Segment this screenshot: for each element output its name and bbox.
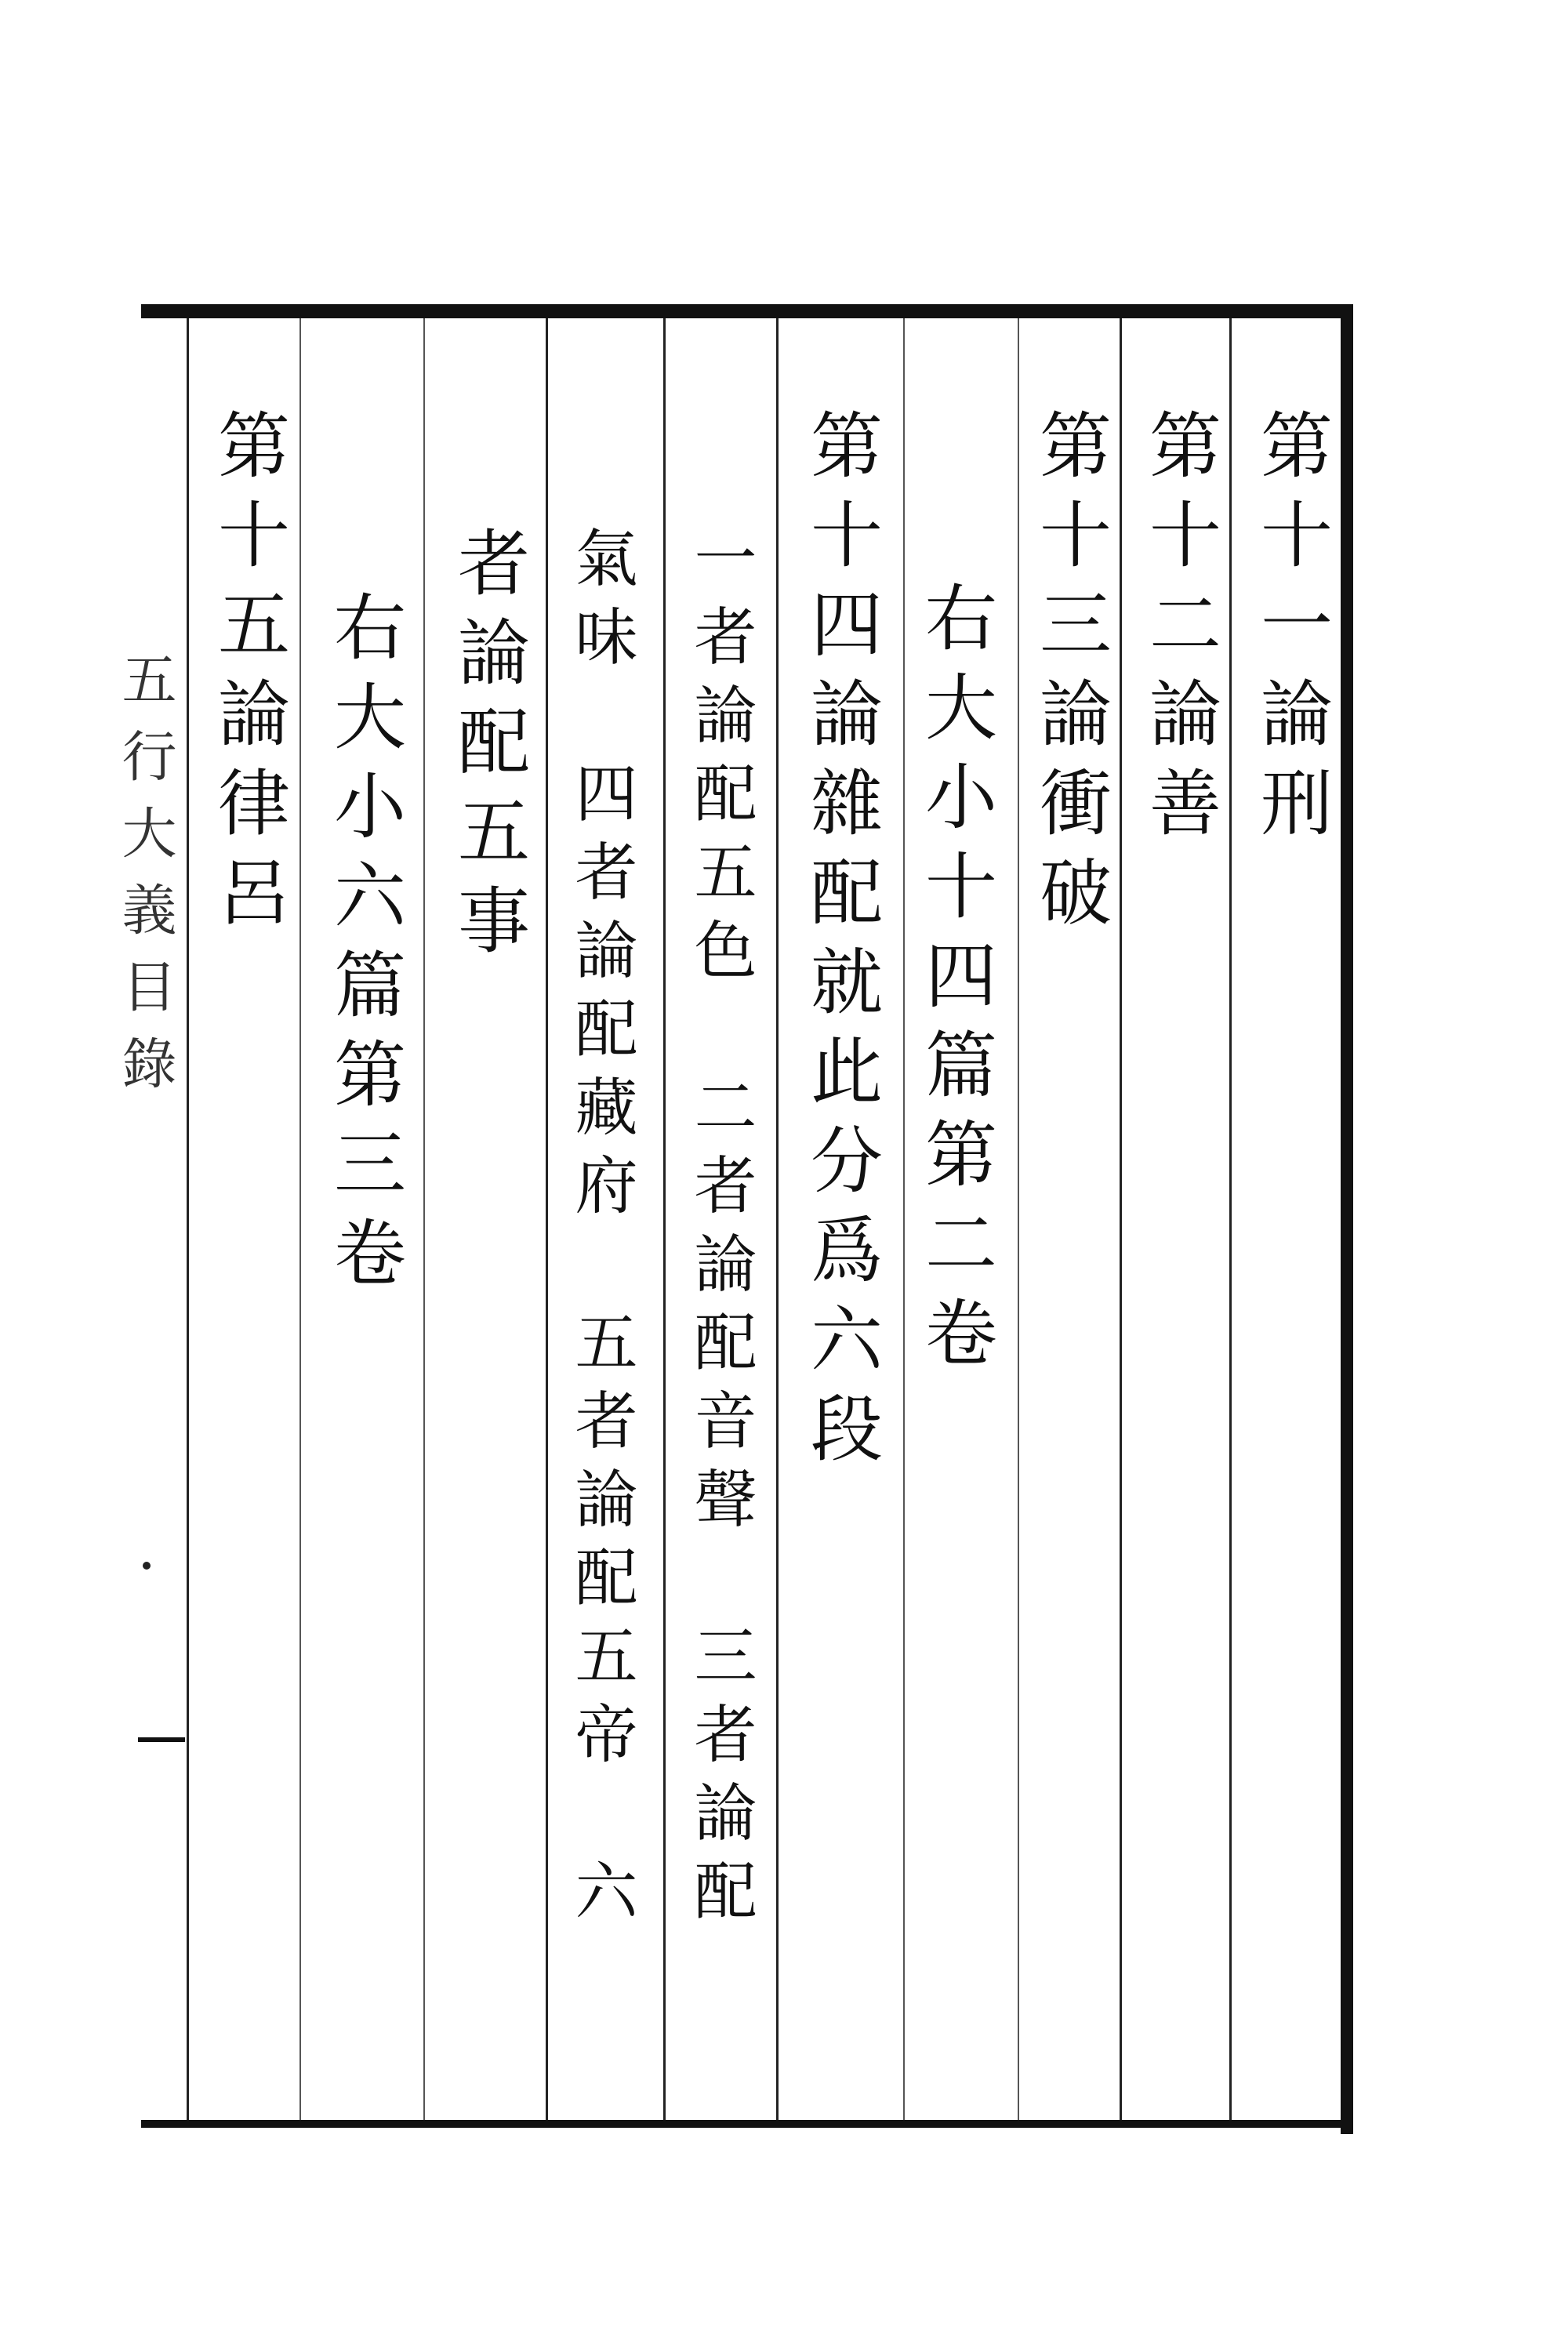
gutter-mark bbox=[138, 1737, 185, 1742]
column-rule bbox=[663, 318, 666, 2120]
column-rule bbox=[546, 318, 548, 2120]
column-text-6: 一者論配五色 二者論配音聲 三者論配 bbox=[684, 525, 757, 1936]
frame-top-border bbox=[141, 304, 1352, 318]
column-rule bbox=[423, 318, 425, 2120]
column-rule bbox=[299, 318, 301, 2120]
column-text-3: 第十三論衝破 bbox=[1028, 408, 1112, 944]
column-text-7: 氣味 四者論配藏府 五者論配五帝 六 bbox=[564, 525, 637, 1936]
column-rule bbox=[776, 318, 779, 2120]
column-text-2: 第十二論善 bbox=[1138, 408, 1221, 855]
column-rule bbox=[1229, 318, 1232, 2120]
column-rule bbox=[903, 318, 905, 2120]
gutter-title: 五行大義目錄 bbox=[113, 651, 177, 1112]
column-rule bbox=[1018, 318, 1019, 2120]
frame-bottom-border bbox=[141, 2120, 1352, 2128]
column-text-9: 右大小六篇第三卷 bbox=[322, 590, 406, 1305]
column-rule bbox=[1120, 318, 1122, 2120]
column-text-1: 第十一論刑 bbox=[1249, 408, 1333, 855]
column-text-5: 第十四論雜配就此分爲六段 bbox=[799, 408, 883, 1480]
column-rule bbox=[187, 318, 189, 2120]
column-text-8: 者論配五事 bbox=[446, 525, 530, 972]
column-text-10: 第十五論律呂 bbox=[206, 408, 290, 944]
frame-right-border bbox=[1341, 304, 1353, 2134]
column-text-4: 右大小十四篇第二卷 bbox=[913, 580, 997, 1385]
gutter-dot bbox=[143, 1562, 151, 1570]
